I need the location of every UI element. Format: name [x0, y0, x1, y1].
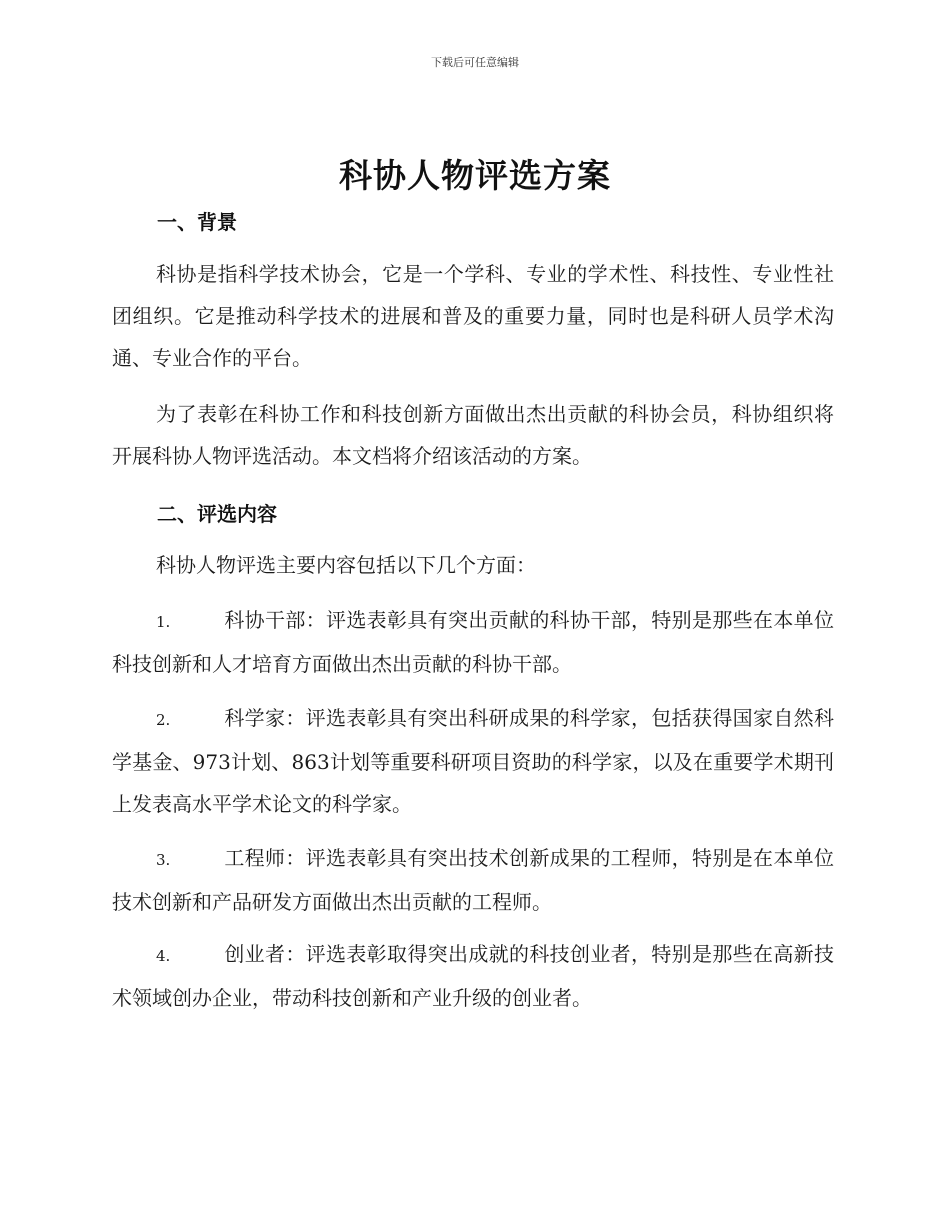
list-item — [112, 837, 834, 923]
list-item — [112, 697, 834, 825]
list-item-text: 科学家：评选表彰具有突出科研成果的科学家，包括获得国家自然科学基金、973计划、863计划等重要科研项目资助的科学家，以及在重要学术期刊上发表高水平学术论文的科学家。 — [112, 706, 834, 816]
list-item — [112, 933, 834, 1019]
section-heading-background: 一、背景 — [157, 210, 237, 234]
list-item-number: 2. — [156, 711, 171, 729]
list-item-text: 科协干部：评选表彰具有突出贡献的科协干部，特别是那些在本单位科技创新和人才培育方面做出杰出贡献的科协干部。 — [112, 608, 834, 676]
list-item-text: 工程师：评选表彰具有突出技术创新成果的工程师，特别是在本单位技术创新和产品研发方面做出杰出贡献的工程师。 — [112, 846, 834, 914]
list-item — [112, 599, 834, 685]
list-item-number: 1. — [156, 613, 171, 631]
header-note: 下载后可任意编辑 — [431, 56, 519, 69]
document-title: 科协人物评选方案 — [339, 156, 611, 195]
section-heading-content: 二、评选内容 — [157, 502, 277, 526]
paragraph-content-intro: 科协人物评选主要内容包括以下几个方面： — [156, 553, 536, 577]
list-item-text: 创业者：评选表彰取得突出成就的科技创业者，特别是那些在高新技术领域创办企业，带动科技创新和产业升级的创业者。 — [112, 942, 834, 1010]
list-item-number: 3. — [156, 851, 171, 869]
paragraph-background-2: 为了表彰在科协工作和科技创新方面做出杰出贡献的科协会员，科协组织将开展科协人物评选活动。本文档将介绍该活动的方案。 — [112, 402, 834, 468]
paragraph-background-1: 科协是指科学技术协会，它是一个学科、专业的学术性、科技性、专业性社团组织。它是推动科学技术的进展和普及的重要力量，同时也是科研人员学术沟通、专业合作的平台。 — [112, 262, 834, 370]
list-item-number: 4. — [156, 947, 171, 965]
